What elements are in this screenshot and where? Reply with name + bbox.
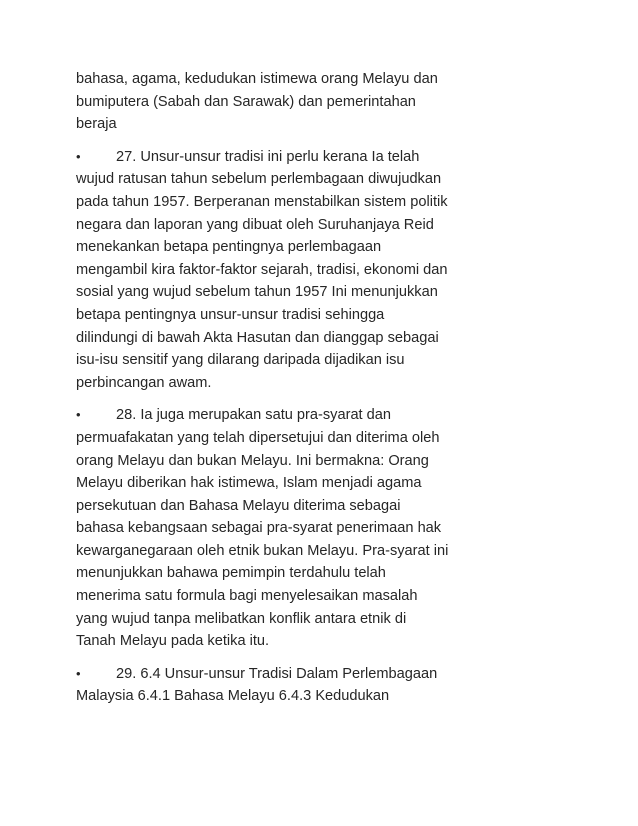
item-first-text: 29. 6.4 Unsur-unsur Tradisi Dalam Perlembagaan	[116, 665, 438, 682]
bullet-first-line	[76, 663, 436, 686]
text-line: menunjukkan bahawa pemimpin terdahulu telah	[76, 565, 386, 582]
text-line: Malaysia 6.4.1 Bahasa Melayu 6.4.3 Kedudukan	[76, 688, 390, 705]
text-line: isu-isu sensitif yang dilarang daripada dijadikan isu	[76, 352, 405, 369]
text-line: perbincangan awam.	[76, 374, 212, 391]
text-line: bahasa kebangsaan sebagai pra-syarat penerimaan hak	[76, 520, 442, 537]
text-line: mengambil kira faktor-faktor sejarah, tradisi, ekonomi dan	[76, 261, 448, 278]
text-line: orang Melayu dan bukan Melayu. Ini bermakna: Orang	[76, 452, 429, 469]
text-line: negara dan laporan yang dibuat oleh Suruhanjaya Reid	[76, 216, 434, 233]
document-page	[76, 68, 449, 718]
text-line: bahasa, agama, kedudukan istimewa orang Melayu dan	[76, 71, 438, 87]
text-line: wujud ratusan tahun sebelum perlembagaan diwujudkan	[76, 171, 442, 188]
text-line: Tanah Melayu pada ketika itu.	[76, 633, 270, 650]
bullet-icon: •	[76, 665, 81, 681]
item-first-text: 28. Ia juga merupakan satu pra-syarat dan	[116, 407, 392, 424]
text-line: betapa pentingnya unsur-unsur tradisi sehingga	[76, 306, 385, 323]
text-line: pada tahun 1957. Berperanan menstabilkan sistem politik	[76, 193, 448, 210]
text-line: persekutuan dan Bahasa Melayu diterima sebagai	[76, 497, 401, 514]
text-line: beraja	[76, 116, 117, 133]
bullet-item-27	[76, 146, 448, 395]
text-line: sosial yang wujud sebelum tahun 1957 Ini menunjukkan	[76, 284, 438, 301]
text-line: yang wujud tanpa melibatkan konflik antara etnik di	[76, 610, 407, 627]
bullet-first-line	[76, 404, 436, 427]
intro-paragraph	[76, 68, 436, 136]
text-line: bumiputera (Sabah dan Sarawak) dan pemerintahan	[76, 93, 416, 110]
bullet-item-28	[76, 404, 449, 653]
text-line: menekankan betapa pentingnya perlembagaan	[76, 239, 382, 256]
bullet-icon: •	[76, 407, 81, 423]
bullet-item-29	[76, 663, 436, 708]
text-line: kewarganegaraan oleh etnik bukan Melayu. Pra-syarat ini	[76, 542, 449, 559]
text-line: permuafakatan yang telah dipersetujui dan diterima oleh	[76, 429, 440, 446]
text-line: Melayu diberikan hak istimewa, Islam menjadi agama	[76, 475, 422, 492]
text-line: menerima satu formula bagi menyelesaikan masalah	[76, 588, 418, 605]
bullet-first-line	[76, 146, 436, 169]
item-first-text: 27. Unsur-unsur tradisi ini perlu kerana Ia telah	[116, 148, 420, 165]
bullet-icon: •	[76, 148, 81, 164]
text-line: dilindungi di bawah Akta Hasutan dan dianggap sebagai	[76, 329, 439, 346]
